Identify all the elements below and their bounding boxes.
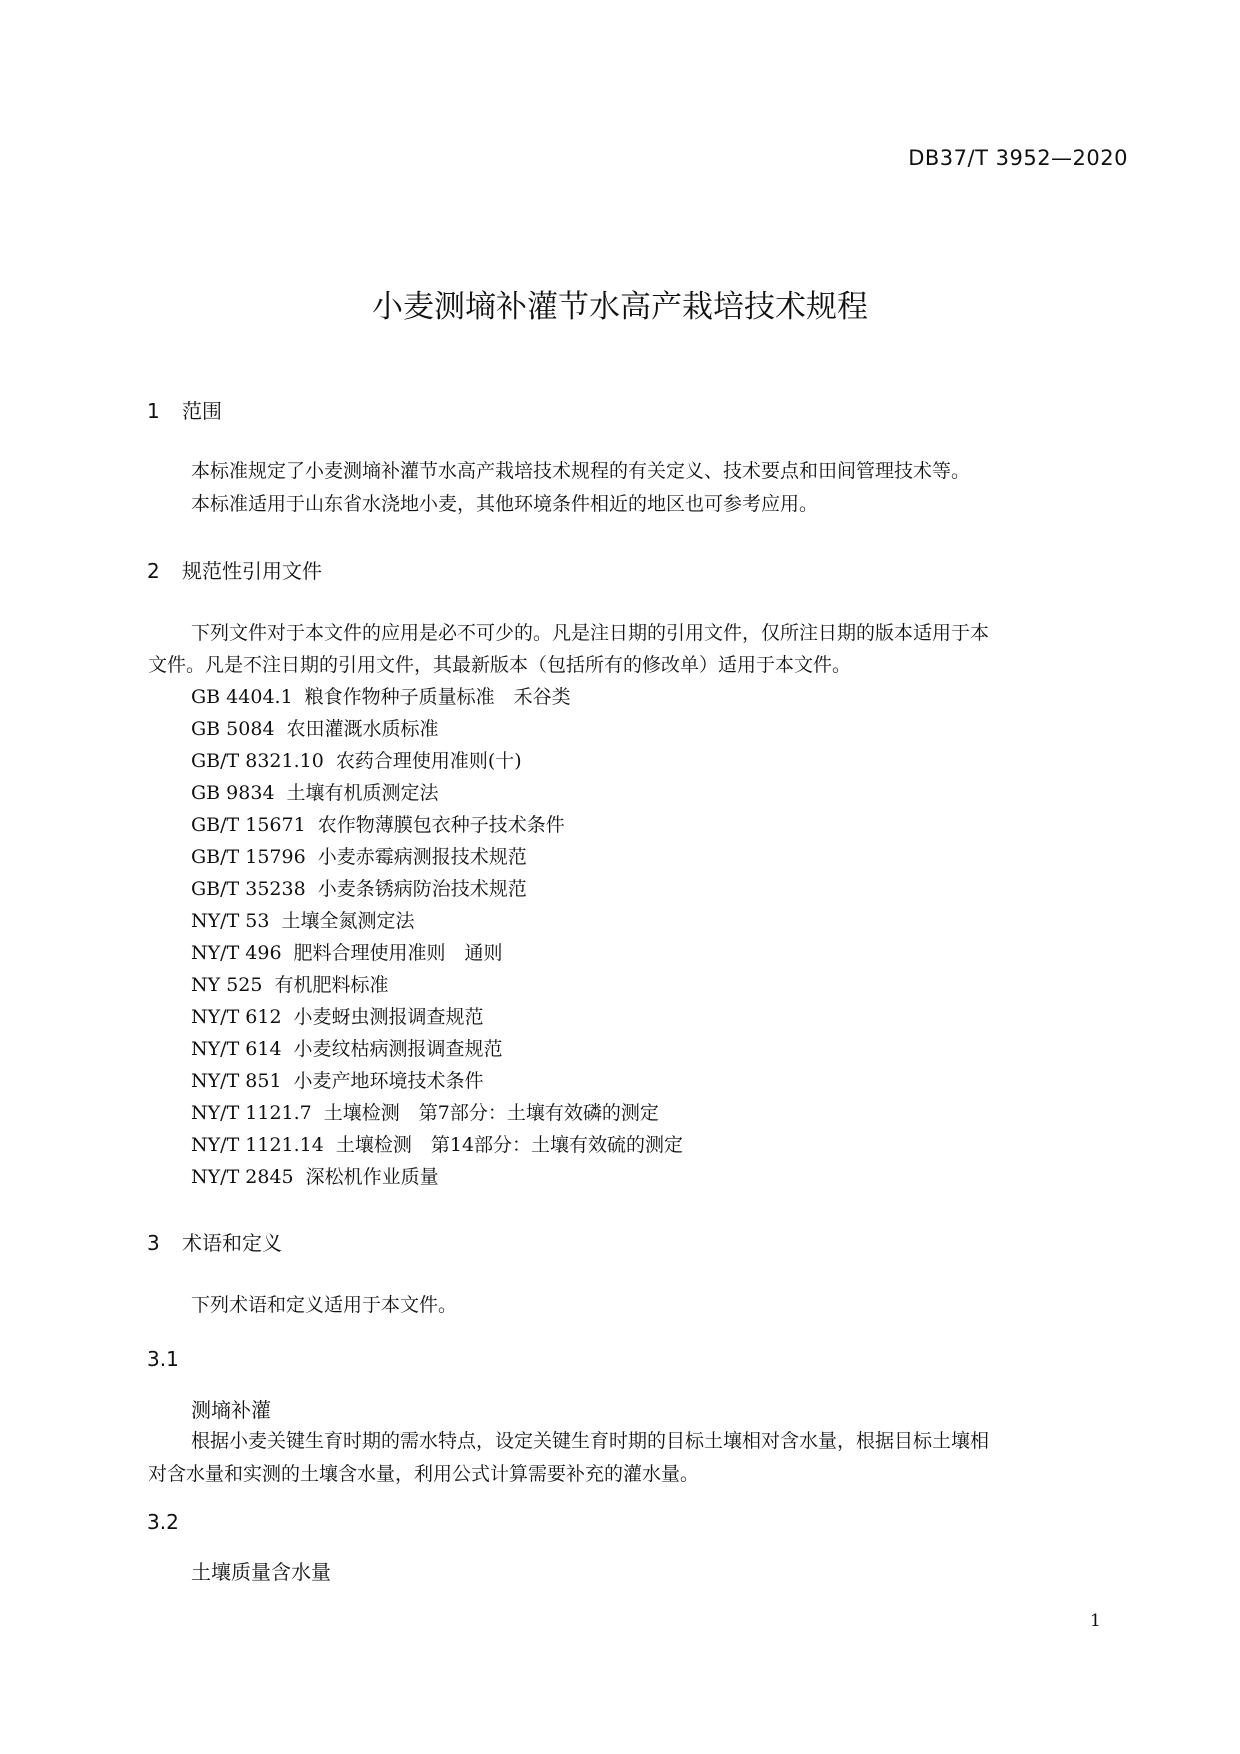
reference-item bbox=[191, 1130, 683, 1157]
section-number: 2 bbox=[147, 559, 160, 583]
term-3-2-name: 土壤质量含水量 bbox=[191, 1560, 331, 1584]
reference-item bbox=[191, 1066, 484, 1093]
reference-item bbox=[191, 1034, 503, 1061]
reference-code: GB 9834 bbox=[191, 782, 275, 804]
reference-item bbox=[191, 842, 527, 869]
section-1-heading bbox=[147, 395, 222, 424]
reference-item bbox=[191, 1162, 439, 1189]
reference-name: 深松机作业质量 bbox=[305, 1166, 439, 1188]
reference-item bbox=[191, 778, 439, 805]
section-2-intro-line-1: 下列文件对于本文件的应用是必不可少的。凡是注日期的引用文件，仅所注日期的版本适用于本 bbox=[191, 622, 990, 644]
document-title: 小麦测墒补灌节水高产栽培技术规程 bbox=[372, 289, 868, 325]
reference-name: 小麦产地环境技术条件 bbox=[293, 1070, 484, 1092]
term-3-1-definition-line-2: 对含水量和实测的土壤含水量，利用公式计算需要补充的灌水量。 bbox=[148, 1463, 700, 1485]
section-2-intro-line-2: 文件。凡是不注日期的引用文件，其最新版本（包括所有的修改单）适用于本文件。 bbox=[148, 654, 852, 676]
reference-code: NY/T 612 bbox=[191, 1006, 282, 1028]
reference-name: 小麦赤霉病测报技术规范 bbox=[317, 846, 527, 868]
reference-name: 有机肥料标准 bbox=[274, 974, 389, 996]
reference-code: NY/T 496 bbox=[191, 942, 282, 964]
reference-name: 农药合理使用准则(十) bbox=[335, 750, 522, 772]
reference-item bbox=[191, 970, 389, 997]
section-title: 术语和定义 bbox=[182, 1231, 282, 1255]
section-title: 规范性引用文件 bbox=[182, 559, 322, 583]
reference-code: GB 4404.1 bbox=[191, 686, 293, 708]
reference-name: 肥料合理使用准则 通则 bbox=[293, 942, 503, 964]
reference-name: 土壤有机质测定法 bbox=[286, 782, 439, 804]
reference-item bbox=[191, 810, 565, 837]
term-3-1-name: 测墒补灌 bbox=[191, 1398, 271, 1422]
section-1-paragraph-2: 本标准适用于山东省水浇地小麦，其他环境条件相近的地区也可参考应用。 bbox=[191, 493, 819, 515]
section-3-heading bbox=[147, 1227, 282, 1256]
section-number: 1 bbox=[147, 399, 160, 423]
standard-code: DB37/T 3952—2020 bbox=[908, 146, 1128, 170]
section-number: 3 bbox=[147, 1231, 160, 1255]
reference-name: 小麦纹枯病测报调查规范 bbox=[293, 1038, 503, 1060]
reference-item bbox=[191, 1098, 659, 1125]
reference-code: NY/T 851 bbox=[191, 1070, 282, 1092]
reference-code: NY/T 2845 bbox=[191, 1166, 294, 1188]
section-title: 范围 bbox=[182, 399, 222, 423]
term-3-1-number: 3.1 bbox=[147, 1347, 179, 1371]
page-number: 1 bbox=[1090, 1611, 1101, 1631]
reference-item bbox=[191, 1002, 484, 1029]
reference-item bbox=[191, 682, 571, 709]
section-3-intro: 下列术语和定义适用于本文件。 bbox=[191, 1294, 458, 1316]
reference-name: 土壤检测 第7部分：土壤有效磷的测定 bbox=[323, 1102, 659, 1124]
reference-name: 小麦条锈病防治技术规范 bbox=[317, 878, 527, 900]
reference-name: 农田灌溉水质标准 bbox=[286, 718, 439, 740]
reference-name: 土壤检测 第14部分：土壤有效硫的测定 bbox=[335, 1134, 684, 1156]
reference-code: NY/T 53 bbox=[191, 910, 270, 932]
reference-code: NY/T 1121.7 bbox=[191, 1102, 312, 1124]
reference-name: 土壤全氮测定法 bbox=[281, 910, 415, 932]
reference-code: GB/T 35238 bbox=[191, 878, 306, 900]
reference-item bbox=[191, 746, 522, 773]
reference-code: GB 5084 bbox=[191, 718, 275, 740]
reference-code: NY/T 614 bbox=[191, 1038, 282, 1060]
reference-name: 农作物薄膜包衣种子技术条件 bbox=[317, 814, 565, 836]
reference-code: GB/T 15671 bbox=[191, 814, 306, 836]
reference-item bbox=[191, 874, 527, 901]
reference-name: 小麦蚜虫测报调查规范 bbox=[293, 1006, 484, 1028]
term-3-2-number: 3.2 bbox=[147, 1510, 179, 1534]
section-1-paragraph-1: 本标准规定了小麦测墒补灌节水高产栽培技术规程的有关定义、技术要点和田间管理技术等。 bbox=[191, 460, 971, 482]
term-3-1-definition-line-1: 根据小麦关键生育时期的需水特点，设定关键生育时期的目标土壤相对含水量，根据目标土壤相 bbox=[191, 1430, 990, 1452]
reference-item bbox=[191, 938, 503, 965]
reference-code: GB/T 8321.10 bbox=[191, 750, 324, 772]
reference-code: NY 525 bbox=[191, 974, 263, 996]
reference-item bbox=[191, 714, 439, 741]
reference-code: NY/T 1121.14 bbox=[191, 1134, 324, 1156]
reference-item bbox=[191, 906, 414, 933]
reference-code: GB/T 15796 bbox=[191, 846, 306, 868]
reference-name: 粮食作物种子质量标准 禾谷类 bbox=[304, 686, 571, 708]
section-2-heading bbox=[147, 555, 322, 584]
